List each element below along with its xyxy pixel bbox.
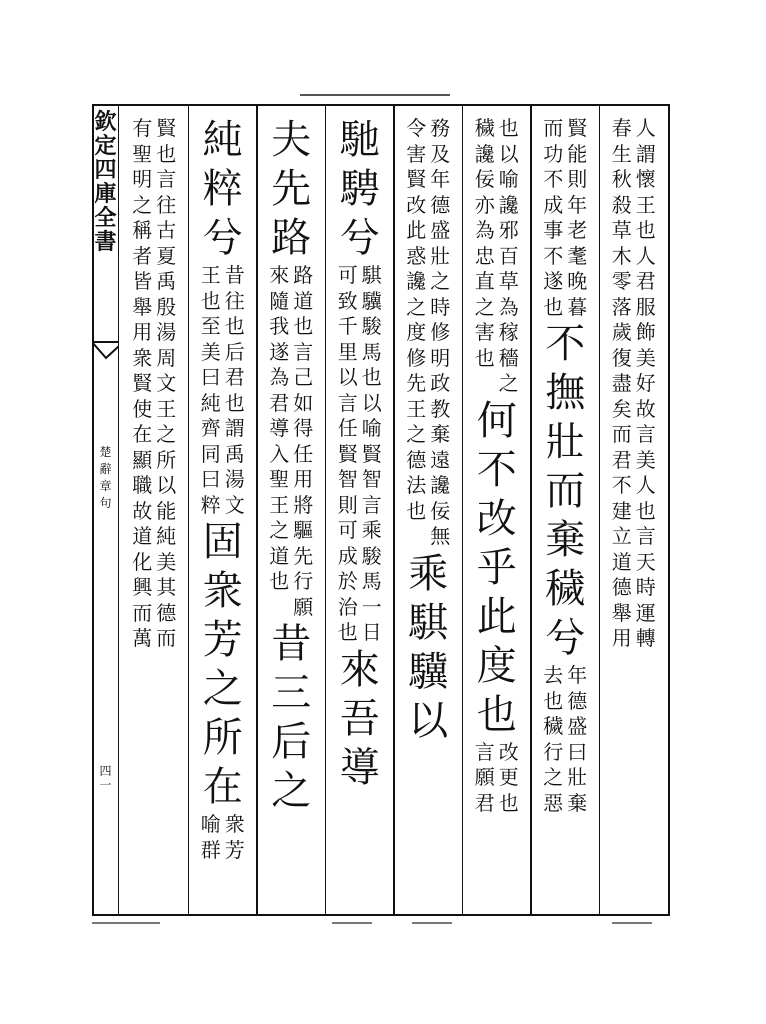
subtitle-char: 辭 [99,462,112,476]
subtitle-char: 章 [99,479,112,493]
text-column [531,116,600,906]
top-rule [300,94,450,96]
page-char: 四 [99,764,112,778]
title-char: 四 [94,157,117,183]
fishtail-mark-icon [92,340,119,380]
subtitle-char: 句 [99,496,112,510]
commentary [199,263,247,518]
column-rule [256,104,258,916]
commentary [610,116,658,652]
main-text: 來 吾 導 [339,646,380,791]
commentary-line-right: 也 以 喻 讒 邪 百 草 為 稼 穡 之 [498,116,519,395]
column-rule [188,104,190,916]
commentary-line-left: 來 隨 我 遂 為 君 導 入 聖 王 之 道 也 [269,263,290,593]
commentary-line-left: 有 聖 明 之 稱 者 皆 舉 用 衆 賢 使 在 顯 職 故 道 化 興 而 萬 [132,116,153,650]
commentary-line-right: 騏 驥 駿 馬 也 以 喻 賢 智 言 乘 駿 馬 一 日 [361,263,382,644]
commentary-line-right: 年 德 盛 曰 壯 棄 [567,663,588,815]
commentary-line-left: 王 也 至 美 曰 純 齊 同 曰 粹 [200,263,221,517]
collection-title [92,110,119,254]
text-column [394,116,463,906]
commentary [541,663,589,816]
commentary [473,116,521,397]
column-rule [325,104,327,916]
commentary-line-left: 喻 群 [200,812,221,862]
commentary-line-right: 賢 能 則 年 老 耄 晚 暮 [567,116,588,319]
commentary [473,740,521,817]
text-column [326,116,395,906]
text-column [189,116,258,906]
text-column [120,116,189,906]
title-char: 全 [94,205,117,231]
subtitle-char: 楚 [99,445,112,459]
column-rule [393,104,395,916]
main-text: 昔 三 后 之 [271,621,312,814]
main-text: 何 不 改 乎 此 度 也 [476,397,517,738]
commentary-line-right: 衆 芳 [224,812,245,862]
page-char: 一 [99,778,112,792]
text-column [257,116,326,906]
commentary [336,263,384,646]
main-text: 不 撫 壯 而 棄 穢 兮 [545,321,586,661]
margin-strip [92,104,119,916]
bottom-marks [92,918,670,928]
column-rule [599,104,601,916]
main-text: 乘 騏 驥 以 [408,550,449,744]
commentary-line-right: 人 謂 懷 王 也 人 君 服 飾 美 好 故 言 美 人 也 言 天 時 運 轉 [635,116,656,650]
book-subtitle [92,444,119,512]
commentary [541,116,589,320]
commentary-line-right: 路 道 也 言 己 如 得 任 用 將 驅 先 行 願 [293,263,314,619]
commentary-line-left: 而 功 不 成 事 不 遂 也 [543,116,564,319]
text-column [463,116,532,906]
main-text: 固 衆 芳 之 所 在 [202,519,243,810]
commentary [130,116,178,652]
commentary-line-left: 穢 讒 佞 亦 為 忠 直 之 害 也 [474,116,495,370]
main-text: 馳 騁 兮 [339,117,380,261]
column-rule [530,104,532,916]
main-text: 純 粹 兮 [202,117,243,261]
commentary-line-left: 令 害 賢 改 此 惑 讒 之 度 修 先 王 之 德 法 也 [406,116,427,523]
commentary-line-left: 春 生 秋 殺 草 木 零 落 歲 復 盡 矣 而 君 不 建 立 道 德 舉 用 [611,116,632,650]
main-text: 夫 先 路 [271,117,312,261]
commentary [267,263,315,620]
title-char: 庫 [94,181,117,207]
page-number [92,764,119,792]
commentary [199,812,247,863]
commentary-line-left: 言 願 君 [474,739,495,815]
commentary-line-right: 賢 也 言 往 古 夏 禹 殷 湯 周 文 王 之 所 以 能 純 美 其 德 而 [156,116,177,650]
title-char: 定 [94,133,117,159]
commentary-line-left: 可 致 千 里 以 言 任 賢 智 則 可 成 於 治 也 [337,263,358,644]
commentary-line-right: 改 更 也 [498,739,519,815]
title-char: 書 [94,229,117,255]
text-column [600,116,669,906]
title-char: 欽 [94,109,117,135]
column-rule [462,104,464,916]
commentary-line-right: 務 及 年 德 盛 壯 之 時 修 明 政 教 棄 遠 讒 佞 無 [430,116,451,548]
commentary [404,116,452,550]
commentary-line-left: 去 也 穢 行 之 惡 [543,663,564,815]
commentary-line-right: 昔 往 也 后 君 也 謂 禹 湯 文 [224,263,245,517]
